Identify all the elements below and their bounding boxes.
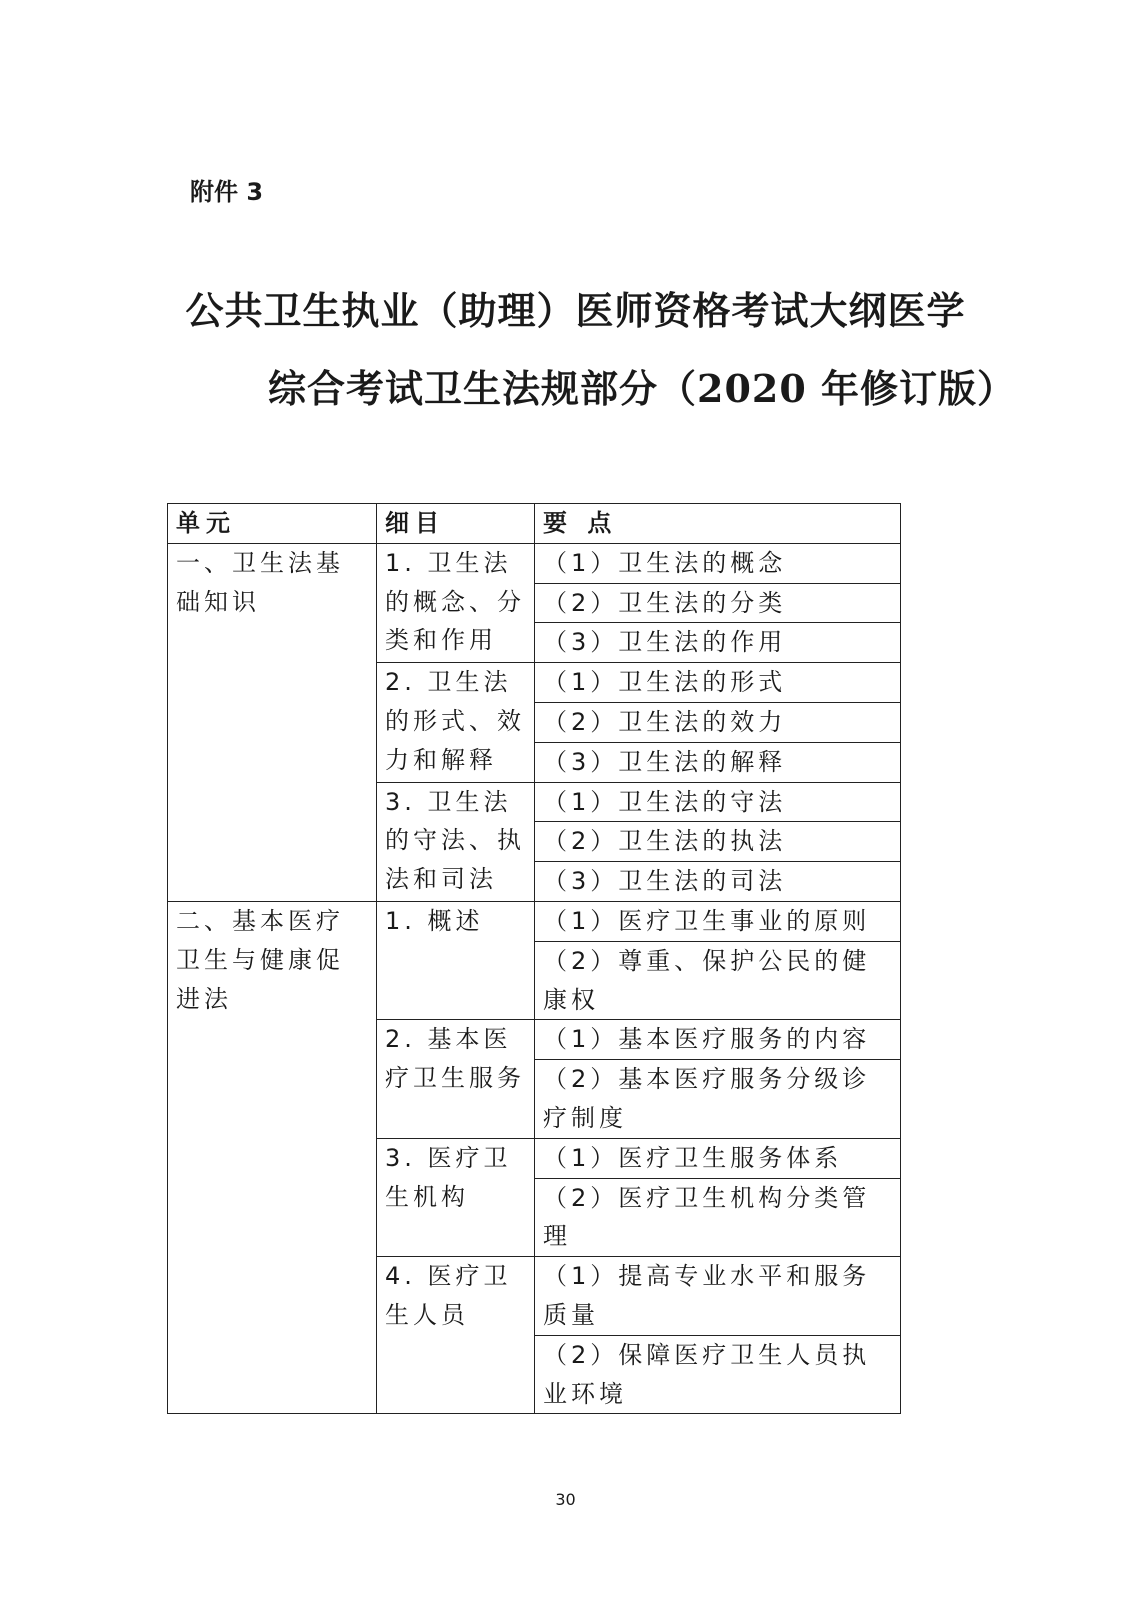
header-item: 细目 xyxy=(377,504,535,544)
point-cell: （1）卫生法的守法 xyxy=(535,782,901,822)
point-cell: （1）医疗卫生事业的原则 xyxy=(535,901,901,941)
header-unit: 单元 xyxy=(168,504,377,544)
syllabus-table xyxy=(167,503,901,1414)
point-cell: （2）卫生法的执法 xyxy=(535,822,901,862)
point-cell: （1）提高专业水平和服务质量 xyxy=(535,1257,901,1336)
item-cell: 4. 医疗卫生人员 xyxy=(377,1257,535,1414)
table-row xyxy=(168,543,901,583)
point-cell: （1）卫生法的概念 xyxy=(535,543,901,583)
unit-cell: 一、卫生法基础知识 xyxy=(168,543,377,901)
point-cell: （3）卫生法的司法 xyxy=(535,862,901,902)
item-cell: 1. 卫生法的概念、分类和作用 xyxy=(377,543,535,662)
attachment-label: 附件 3 xyxy=(190,178,264,206)
item-cell: 3. 卫生法的守法、执法和司法 xyxy=(377,782,535,901)
point-cell: （2）尊重、保护公民的健康权 xyxy=(535,941,901,1020)
point-cell: （2）保障医疗卫生人员执业环境 xyxy=(535,1335,901,1414)
unit-cell: 二、基本医疗卫生与健康促进法 xyxy=(168,901,377,1413)
table-header-row xyxy=(168,504,901,544)
point-cell: （3）卫生法的作用 xyxy=(535,623,901,663)
point-cell: （1）基本医疗服务的内容 xyxy=(535,1020,901,1060)
point-cell: （2）卫生法的效力 xyxy=(535,702,901,742)
item-cell: 1. 概述 xyxy=(377,901,535,1019)
point-cell: （3）卫生法的解释 xyxy=(535,742,901,782)
table-row xyxy=(168,901,901,941)
header-points: 要 点 xyxy=(535,504,901,544)
point-cell: （1）卫生法的形式 xyxy=(535,663,901,703)
document-title-line-2: 综合考试卫生法规部分（2020 年修订版） xyxy=(268,366,1016,411)
document-title-line-1: 公共卫生执业（助理）医师资格考试大纲医学 xyxy=(185,288,966,333)
point-cell: （2）卫生法的分类 xyxy=(535,583,901,623)
item-cell: 3. 医疗卫生机构 xyxy=(377,1138,535,1256)
item-cell: 2. 基本医疗卫生服务 xyxy=(377,1020,535,1138)
point-cell: （1）医疗卫生服务体系 xyxy=(535,1138,901,1178)
page-number: 30 xyxy=(555,1490,576,1509)
point-cell: （2）基本医疗服务分级诊疗制度 xyxy=(535,1060,901,1139)
point-cell: （2）医疗卫生机构分类管理 xyxy=(535,1178,901,1257)
item-cell: 2. 卫生法的形式、效力和解释 xyxy=(377,663,535,782)
